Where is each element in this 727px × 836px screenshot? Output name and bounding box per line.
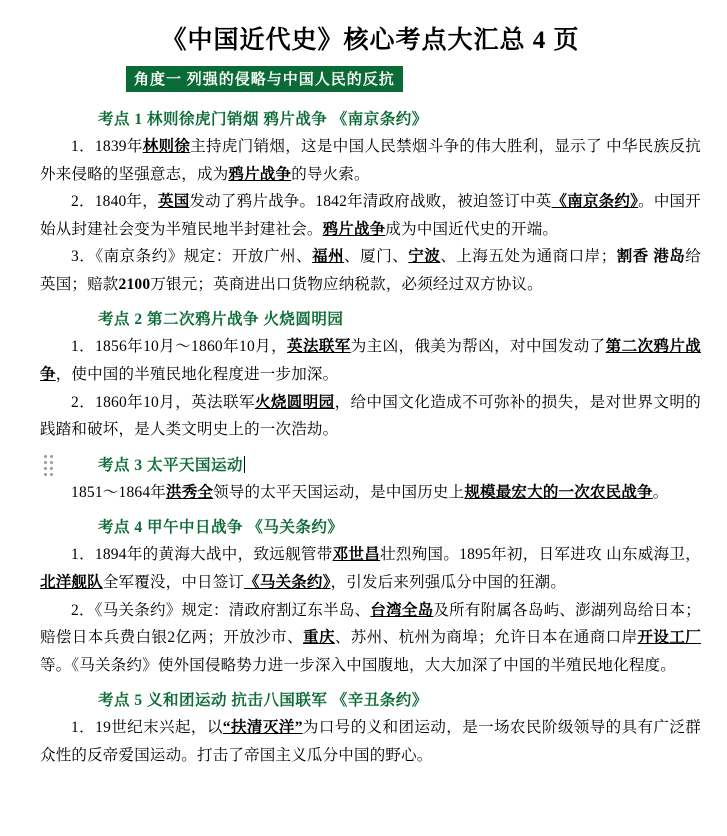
paragraph: 1851～1864年洪秀全领导的太平天国运动，是中国历史上规模最宏大的一次农民战争。: [71, 483, 669, 501]
section-heading-4: 考点 4 甲午中日战争 《马关条约》: [98, 519, 344, 537]
section-heading-3: [98, 453, 701, 475]
paragraph: 2．1860年10月，英法联军火烧圆明园，给中国文化造成不可弥补的损失，是对世界文明的践踏和破坏，是人类文明史上的一次浩劫。: [40, 393, 701, 439]
section-heading-1: 考点 1 林则徐虎门销烟 鸦片战争 《南京条约》: [98, 111, 428, 128]
paragraph: 2．1840年，英国发动了鸦片战争。1842年清政府战败，被迫签订中英《南京条约》。中国开始从封建社会变为半殖民地半封建社会。鸦片战争成为中国近代史的开端。: [40, 193, 701, 238]
paragraph: 1．1856年10月～1860年10月，英法联军为主凶，俄美为帮凶，对中国发动了第二次鸦片战争，使中国的半殖民地化程度进一步加深。: [40, 338, 701, 384]
paragraph: 1．1894年的黄海大战中，致远舰管带邓世昌壮烈殉国。1895年初，日军进攻 山东威海卫，北洋舰队全军覆没，中日签订《马关条约》，引发后来列强瓜分中国的狂潮。: [40, 546, 701, 591]
paragraph: 2．《马关条约》规定：清政府割辽东半岛、台湾全岛及所有附属各岛屿、澎湖列岛给日本；赔偿日本兵费白银2亿两；开放沙市、重庆、苏州、杭州为商埠；允许日本在通商口岸开设工厂等。《马关条约》使外国侵略势力进一步深入中国腹地，大大加深了中国的半殖民地化程度。: [40, 601, 701, 674]
section-heading-3-text: 考点 3 太平天国运动: [98, 456, 244, 474]
drag-handle-dots[interactable]: [44, 455, 53, 477]
angle-banner: 角度一 列强的侵略与中国人民的反抗: [126, 66, 403, 92]
section-heading-5: 考点 5 义和团运动 抗击八国联军 《辛丑条约》: [98, 692, 428, 710]
page-title: 《中国近代史》核心考点大汇总 4 页: [161, 27, 580, 54]
text-cursor: [244, 456, 245, 473]
paragraph: 1．1839年林则徐主持虎门销烟，这是中国人民禁烟斗争的伟大胜利，显示了 中华民族反抗外来侵略的坚强意志，成为鸦片战争的导火索。: [40, 138, 702, 183]
paragraph: 1．19世纪末兴起，以“扶清灭洋”为口号的义和团运动，是一场农民阶级领导的具有广泛群众性的反帝爱国运动。打击了帝国主义瓜分中国的野心。: [40, 719, 702, 764]
paragraph: 3．《南京条约》规定：开放广州、福州、厦门、宁波、上海五处为通商口岸；割香 港岛给英国；赔款2100万银元；英商进出口货物应纳税款，必须经过双方协议。: [40, 248, 701, 293]
section-heading-2: 考点 2 第二次鸦片战争 火烧圆明园: [98, 311, 344, 329]
